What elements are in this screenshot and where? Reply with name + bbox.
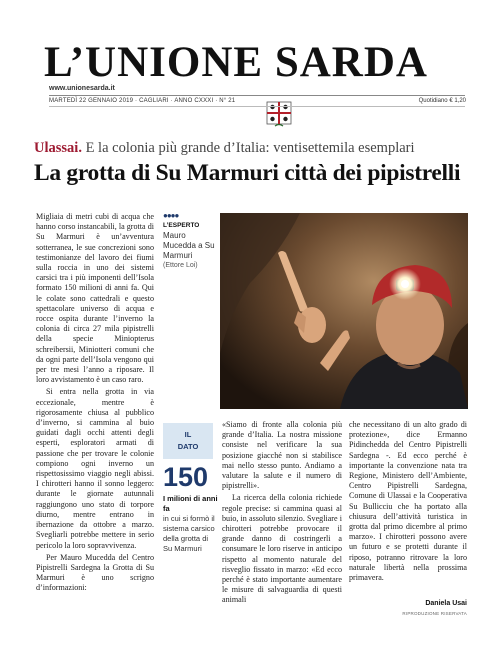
- price: Quotidiano € 1,20: [418, 98, 466, 104]
- fact-title: I milioni di anni fa: [163, 494, 218, 513]
- paragraph: Si entra nella grotta in via eccezionale, mentre è rigorosamente chiusa al pubblico d’inverno, si cammina al buio guidati dagli occhi attenti degli esperti, esploratori armati di passione che per trovare le colonie compiono ogni inverno un rispettosissimo viaggio negli abissi. I chirotteri hanno il sonno leggero: durante le giornate autunnali raggiungono uno stato di torpore diurno, mentre entrano in ibernazione da ottobre a marzo. Svegliarli potrebbe mettere in serio pericolo la loro sopravvivenza.: [36, 387, 154, 550]
- website-url[interactable]: www.unionesarda.it: [49, 85, 115, 92]
- fact-label-line: DATO: [177, 442, 199, 451]
- fact-text: in cui si formò il sistema carsico della grotta di Su Marmuri: [163, 514, 215, 553]
- article-column-1: [36, 212, 154, 596]
- caption-label: L’ESPERTO: [163, 222, 200, 229]
- fact-label-line: IL: [184, 430, 192, 439]
- paragraph: La ricerca della colonia richiede regole precise: si cammina quasi al buio, in assoluto silenzio. Svegliare i chirotteri potrebbe provocare il grande danno di costringerli a consumare le loro riserve in anticipo rispetto al momento naturale del risveglio fissato in marzo: «Ed ecco perché è stato importante aumentare le misure di salvaguardia di questi animali: [222, 493, 342, 605]
- paragraph: Migliaia di metri cubi di acqua che hanno corso instancabili, la grotta di Su Marmuri è un’avventura sotterranea, le sue concrezioni sono testimonianze del lavoro dei fiumi sulla roccia in uno dei sistemi carsici tra i più imponenti dell’Isola formato 150 milioni di anni fa. Qui le colate sono cattedrali e questo spettacolare universo di acqua e rocce ospita durante l’inverno la colonia di circa 27 mila pipistrelli della specie Miniopterus schreibersii, Miniotteri comuni che da ogni parte dell’Isola vengono qui per tre mesi l’anno a riposare. Il loro avvistamento è un caso raro.: [36, 212, 154, 385]
- article-headline[interactable]: La grotta di Su Marmuri città dei pipistrelli: [34, 160, 461, 186]
- masthead-rule-bottom: [49, 106, 465, 107]
- dateline: MARTEDÌ 22 GENNAIO 2019 · CAGLIARI · ANNO CXXXI · N° 21: [49, 98, 236, 104]
- newspaper-logo[interactable]: L’UNIONE SARDA: [44, 39, 428, 86]
- paragraph: Per Mauro Mucedda del Centro Pipistrelli Sardegna la Grotta di Su Marmuri è uno scrigno d’informazioni:: [36, 552, 154, 593]
- caption-credit: (Ettore Loi): [163, 262, 198, 269]
- article-column-2: [222, 420, 342, 608]
- article-column-3: [349, 420, 467, 585]
- paragraph: che necessitano di un alto grado di protezione», dice Ermanno Pidinchedda del Centro Pipistrelli Sardegna -. Ed ecco perché è importante la convenzione nata tra Regione, Ministero dell’Ambiente, Centro Pipistrelli Sardegna, Comune di Ulassai e la Cooperativa Su Bullicciu che ha portato alla chiusura dell’attività turistica in grotta dal primo dicembre al primo marzo». I chirotteri possono avere un futuro e se protetti durante il riposo, potranno ritrovare la loro naturale libertà nella prossima primavera.: [349, 420, 467, 583]
- paragraph: «Siamo di fronte alla colonia più grande d’Italia. La nostra missione consiste nel verificare la sua posizione giacché non si stabilisce mai nello stesso punto. Andiamo a valutare la salute e il numero di pipistrelli».: [222, 420, 342, 491]
- byline: Daniela Usai: [425, 600, 467, 607]
- masthead-rule: [49, 95, 465, 96]
- kicker-location: Ulassai.: [34, 140, 82, 156]
- photo-caption: [163, 212, 215, 269]
- masthead: [0, 0, 500, 105]
- fact-label-box: [163, 423, 213, 459]
- caption-dots: ●●●●: [163, 211, 179, 220]
- fact-number: 150: [163, 462, 209, 492]
- kicker-subtitle: E la colonia più grande d’Italia: ventisettemila esemplari: [85, 140, 415, 156]
- cave-photo[interactable]: [220, 213, 468, 409]
- caption-name: Mauro Mucedda a Su Marmuri: [163, 231, 215, 260]
- sardinia-crest-icon: [264, 100, 294, 128]
- rights-notice: RIPRODUZIONE RISERVATA: [402, 611, 467, 616]
- article-kicker: [34, 140, 415, 157]
